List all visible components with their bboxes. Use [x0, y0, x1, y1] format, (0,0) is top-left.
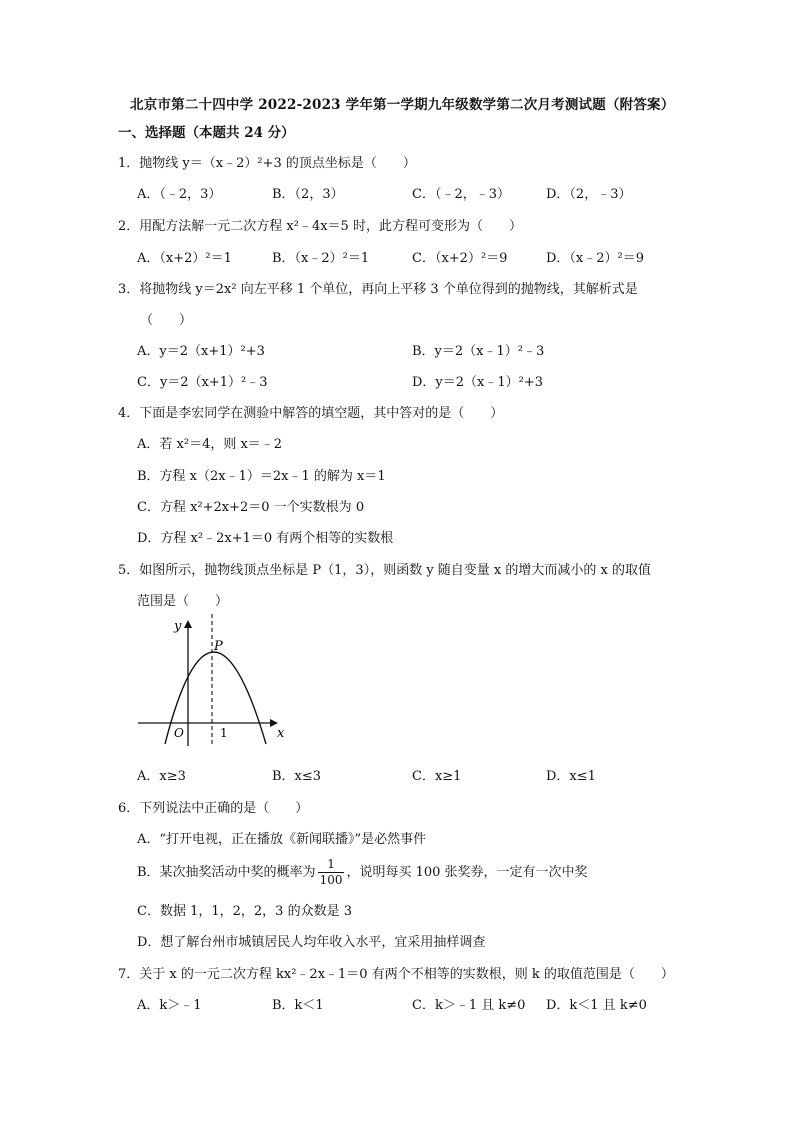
page-title: 北京市第二十四中学 2022-2023 学年第一学期九年级数学第二次月考测试题（附答案） — [130, 97, 675, 113]
question-1-option-d: D．（2，﹣3） — [546, 187, 632, 202]
question-7-option-a: A．k＞﹣1 — [137, 998, 202, 1013]
question-4-stem: 4．下面是李宏同学在测验中解答的填空题，其中答对的是（ ） — [118, 406, 504, 421]
fraction-numerator: 1 — [318, 857, 345, 873]
question-7-stem: 7．关于 x 的一元二次方程 kx²﹣2x﹣1＝0 有两个不相等的实数根，则 k 的取值范围是（ ） — [118, 967, 674, 982]
question-3-option-a: A．y＝2（x+1）²+3 — [137, 344, 265, 359]
question-3-option-d: D．y＝2（x﹣1）²+3 — [412, 375, 544, 390]
question-1-option-c: C．（﹣2，﹣3） — [412, 187, 510, 202]
question-6-stem: 6．下列说法中正确的是（ ） — [118, 801, 309, 816]
question-3-option-c: C．y＝2（x+1）²﹣3 — [137, 375, 268, 390]
question-2-stem: 2．用配方法解一元二次方程 x²﹣4x＝5 时，此方程可变形为（ ） — [118, 219, 522, 234]
question-4-option-d: D．方程 x²﹣2x+1＝0 有两个相等的实数根 — [137, 531, 394, 546]
question-1-stem: 1．抛物线 y＝（x﹣2）²+3 的顶点坐标是（ ） — [118, 156, 416, 171]
parabola-graph — [130, 610, 300, 755]
origin-label: O — [174, 726, 184, 740]
vertex-label: P — [214, 639, 223, 654]
question-6-option-a: A．“打开电视，正在播放《新闻联播》”是必然事件 — [137, 832, 427, 847]
question-5-option-a: A．x≥3 — [137, 769, 186, 784]
question-4-option-c: C．方程 x²+2x+2＝0 一个实数根为 0 — [137, 500, 365, 515]
question-2-option-b: B．（x﹣2）²＝1 — [272, 251, 370, 266]
question-6-option-c: C．数据 1，1，2，2，3 的众数是 3 — [137, 904, 352, 919]
question-5-option-d: D．x≤1 — [546, 769, 596, 784]
y-axis-label: y — [174, 619, 182, 634]
section-heading: 一、选择题（本题共 24 分） — [118, 125, 295, 141]
question-3-stem: 3．将抛物线 y＝2x² 向左平移 1 个单位，再向上平移 3 个单位得到的抛物线，其解析式是 — [118, 282, 638, 297]
question-5-stem-line2: 范围是（ ） — [137, 594, 229, 609]
fraction-denominator: 100 — [319, 873, 343, 887]
x-axis-label: x — [277, 726, 285, 741]
question-5-option-b: B．x≤3 — [272, 769, 322, 784]
probability-fraction — [318, 857, 345, 888]
question-6-option-d: D．想了解台州市城镇居民人均年收入水平，宜采用抽样调查 — [137, 935, 486, 950]
question-7-option-c: C．k＞﹣1 且 k≠0 — [412, 998, 526, 1013]
question-3-option-b: B．y＝2（x﹣1）²﹣3 — [412, 344, 545, 359]
tick-label-1: 1 — [220, 726, 228, 740]
question-6-option-b-suffix: ，说明每买 100 张奖券，一定有一次中奖 — [346, 865, 588, 880]
question-1-option-a: A．（﹣2，3） — [137, 187, 222, 202]
question-7-option-d: D．k＜1 且 k≠0 — [546, 998, 647, 1013]
question-2-option-c: C．（x+2）²＝9 — [412, 251, 508, 266]
question-5-stem: 5．如图所示，抛物线顶点坐标是 P（1，3），则函数 y 随自变量 x 的增大而减小的 x 的取值 — [118, 563, 651, 578]
question-2-option-d: D．（x﹣2）²＝9 — [546, 251, 645, 266]
question-6-option-b-prefix: B．某次抽奖活动中奖的概率为 — [137, 865, 316, 880]
question-6-option-b — [137, 856, 588, 890]
question-7-option-b: B．k＜1 — [272, 998, 324, 1013]
question-4-option-b: B．方程 x（2x﹣1）＝2x﹣1 的解为 x＝1 — [137, 469, 386, 484]
question-1-option-b: B．（2，3） — [272, 187, 344, 202]
question-3-stem-bracket: （ ） — [140, 313, 193, 328]
question-5-option-c: C．x≥1 — [412, 769, 462, 784]
question-2-option-a: A．（x+2）²＝1 — [137, 251, 232, 266]
question-4-option-a: A．若 x²＝4，则 x＝﹣2 — [137, 437, 283, 452]
